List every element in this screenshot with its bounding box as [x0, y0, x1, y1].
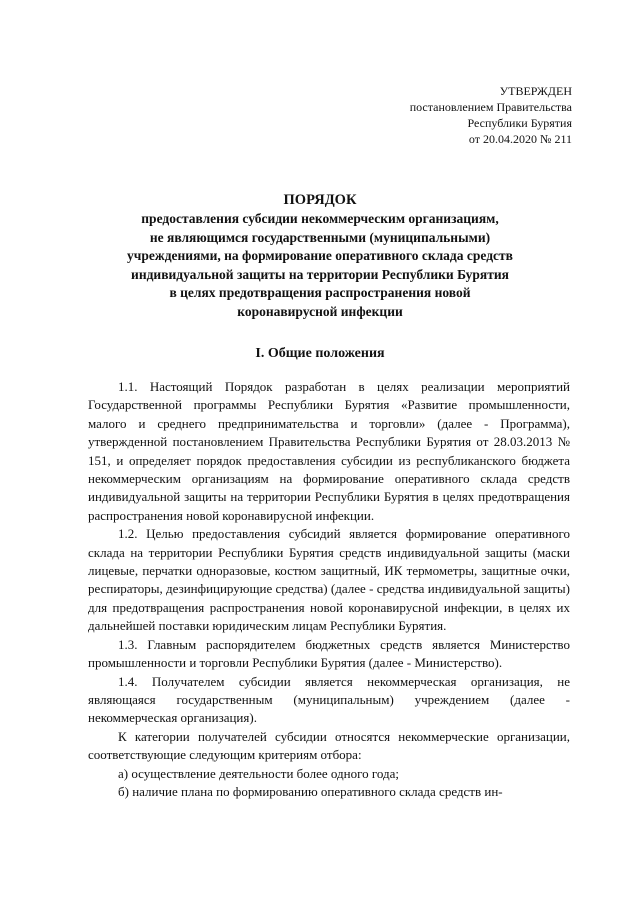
- paragraph-1-2: 1.2. Целью предоставления субсидий является формирование оперативного склада на территории Республики Бурятия средств индивидуальной защиты (маски лицевые, перчатки одноразовые, костюм защитный, ИК термометры, защитные очки, респираторы, дезинфицирующие средства) (далее - средства индивидуальной защиты) для предотвращения распространения новой коронавирусной инфекции, в целях их дальнейшей поставки юридическим лицам Республики Бурятия.: [88, 526, 570, 634]
- criterion-b: б) наличие плана по формированию оперативного склада средств ин-: [118, 783, 503, 799]
- approval-status: УТВЕРЖДЕН: [499, 84, 572, 98]
- paragraph-1-4: 1.4. Получателем субсидии является некоммерческая организация, не являющаяся государственным (муниципальным) учреждением (далее - некоммерческая организация).: [88, 673, 570, 726]
- section-heading: I. Общие положения: [255, 346, 385, 361]
- title-line: в целях предотвращения распространения новой: [169, 285, 471, 300]
- criterion-a: а) осуществление деятельности более одного года;: [118, 765, 399, 781]
- title-line: не являющимся государственными (муниципальными): [149, 229, 491, 245]
- title-heading: ПОРЯДОК: [283, 192, 357, 208]
- approval-stamp: [410, 83, 572, 147]
- title-line: индивидуальной защиты на территории Республики Бурятия: [131, 266, 509, 282]
- title-line: предоставления субсидии некоммерческим организациям,: [141, 211, 499, 226]
- approval-line-1: постановлением Правительства: [409, 100, 572, 114]
- approval-line-2: Республики Бурятия: [467, 116, 572, 130]
- paragraph-1-3: 1.3. Главным распорядителем бюджетных средств является Министерство промышленности и торговли Республики Бурятия (далее - Министерство).: [88, 636, 570, 671]
- title-line: коронавирусной инфекции: [237, 303, 403, 319]
- approval-date-number: от 20.04.2020 № 211: [468, 132, 572, 146]
- paragraph-categories: К категории получателей субсидии относятся некоммерческие организации, соответствующие следующим критериям отбора:: [88, 728, 570, 763]
- document-title: [60, 190, 580, 321]
- document-body: [88, 378, 570, 801]
- paragraph-1-1: 1.1. Настоящий Порядок разработан в целях реализации мероприятий Государственной программы Республики Бурятия «Развитие промышленности, малого и среднего предпринимательства и торговли» (далее - Программа), утвержденной постановлением Правительства Республики Бурятия от 28.03.2013 № 151, и определяет порядок предоставления субсидии из республиканского бюджета некоммерческим организациям на формирование оперативного склада средств индивидуальной защиты на территории Республики Бурятия в целях предотвращения распространения новой коронавирусной инфекции.: [88, 379, 570, 523]
- title-line: учреждениями, на формирование оперативного склада средств: [127, 248, 513, 263]
